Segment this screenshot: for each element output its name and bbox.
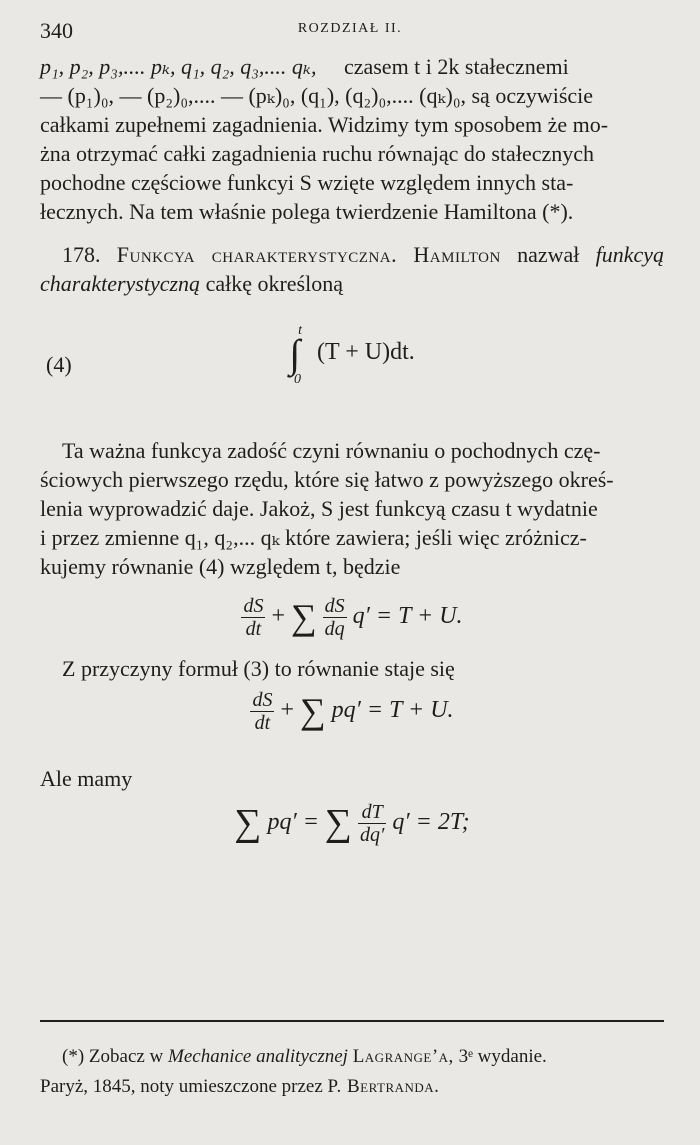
summation-sign: ∑ xyxy=(290,597,317,638)
running-head: ROZDZIAŁ II. xyxy=(297,21,403,36)
fraction-dS-dt xyxy=(241,595,265,640)
intro-line-5: pochodne częściowe funkcyi S wzięte względem innych sta- xyxy=(40,170,574,195)
intro-line-2: — (p₁)₀, — (p₂)₀,.... — (pₖ)₀, (q₁), (q₂)₀,.... (qₖ)₀, są oczywiście xyxy=(40,83,594,108)
intro-line-6: łecznych. Na tem właśnie polega twierdzenie Hamiltona (*). xyxy=(40,199,574,224)
paragraph-3-text: Z przyczyny formuł (3) to równanie staje się xyxy=(62,656,455,681)
footnote-text-2: Paryż, 1845, noty umieszczone przez xyxy=(40,1076,323,1097)
paragraph-2-line-5: kujemy równanie (4) względem t, będzie xyxy=(40,554,401,579)
footnote-editor: P. Bertranda. xyxy=(327,1076,440,1097)
footnote-edition: 3ᵉ wydanie. xyxy=(458,1046,547,1067)
page-number: 340 xyxy=(40,18,73,43)
paragraph-2-line-3: lenia wyprowadzić daje. Jakoż, S jest funkcyą czasu t wydatnie xyxy=(40,496,598,521)
footnote-work: Mechanice analitycznej xyxy=(168,1046,348,1067)
intro-line-1-symbols: p₁, p₂, p₃,.... pₖ, q₁, q₂, q₃,.... qₖ, xyxy=(40,54,317,79)
fraction-dS-dt xyxy=(250,689,274,734)
plus-sign: + xyxy=(271,603,285,630)
equation-c-left: pq′ = xyxy=(267,809,319,836)
integral-lower-limit: 0 xyxy=(294,371,302,387)
footnote-rule xyxy=(40,1020,664,1022)
section-title: Funkcya charakterystyczna. xyxy=(116,242,398,267)
equation-b-rest: pq′ = T + U. xyxy=(331,697,454,724)
fraction-dT-dq xyxy=(358,801,386,846)
integral-upper-limit: t xyxy=(298,323,303,338)
fraction-denominator: dq xyxy=(324,618,345,640)
section-number: 178. xyxy=(62,242,101,267)
summation-sign: ∑ xyxy=(324,802,353,845)
intro-line-3: całkami zupełnemi zagadnienia. Widzimy tym sposobem że mo- xyxy=(40,112,609,137)
paragraph-4-text: Ale mamy xyxy=(40,766,133,791)
plus-sign: + xyxy=(280,697,294,724)
equation-a-rest: q′ = T + U. xyxy=(352,603,463,630)
section-author: Hamilton xyxy=(413,242,501,267)
footnote-author: Lagrange’a, xyxy=(352,1046,454,1067)
equation-4 xyxy=(40,323,664,396)
section-text-a: nazwał xyxy=(517,242,580,267)
section-term: funkcyą charakterystyczną xyxy=(40,242,665,296)
intro-paragraph xyxy=(40,52,664,226)
paragraph-2 xyxy=(40,436,664,581)
paragraph-3 xyxy=(40,654,664,683)
fraction-denominator: dt xyxy=(254,712,271,734)
fraction-denominator: dq′ xyxy=(360,824,385,846)
fraction-denominator: dt xyxy=(245,618,262,640)
integral-body: (T + U)dt. xyxy=(317,339,415,365)
intro-line-1-tail: czasem t i 2k stałecznemi xyxy=(343,54,569,79)
section-text-b: całkę określoną xyxy=(205,271,343,296)
paragraph-4 xyxy=(40,764,664,793)
paragraph-2-line-2: ściowych pierwszego rzędu, które się łatwo z powyższego okreś- xyxy=(40,467,614,492)
integral-sign: ∫ xyxy=(289,331,301,376)
paragraph-2-line-1: Ta ważna funkcya zadość czyni równaniu o pochodnych czę- xyxy=(62,438,601,463)
intro-line-4: żna otrzymać całki zagadnienia ruchu równając do stałecznych xyxy=(40,141,594,166)
paragraph-2-line-4: i przez zmienne q₁, q₂,... qₖ które zawiera; jeśli więc zróżnicz- xyxy=(40,525,587,550)
equation-a xyxy=(40,595,664,640)
fraction-numerator: dS xyxy=(324,595,345,617)
equation-b xyxy=(40,689,664,734)
equation-c xyxy=(40,801,664,846)
section-178-paragraph xyxy=(40,240,664,298)
summation-sign: ∑ xyxy=(299,691,326,732)
equation-c-rest: q′ = 2T; xyxy=(392,809,470,836)
page-body xyxy=(40,52,664,852)
fraction-numerator: dS xyxy=(243,595,264,617)
page-header xyxy=(40,18,660,44)
footnote xyxy=(40,1042,664,1102)
footnote-text-1: (*) Zobacz w xyxy=(62,1046,164,1067)
equation-4-label: (4) xyxy=(46,352,72,377)
fraction-numerator: dS xyxy=(252,689,273,711)
equation-4-expression xyxy=(40,323,664,387)
summation-sign: ∑ xyxy=(234,802,262,845)
fraction-numerator: dT xyxy=(358,801,386,824)
fraction-dS-dq xyxy=(323,595,347,640)
